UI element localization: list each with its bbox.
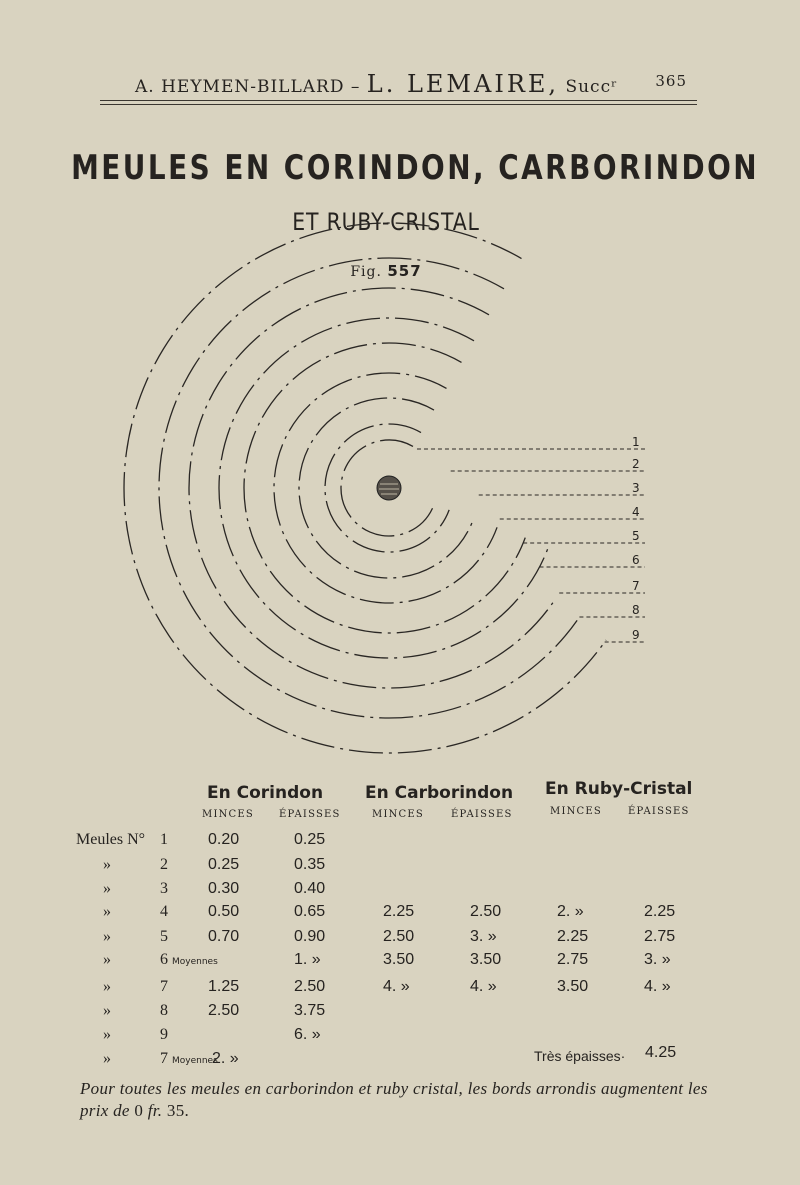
footnote-text: Pour toutes les meules en carborindon et ruby cristal, les bords arrondis augmentent les prix de: [80, 1079, 708, 1120]
row-ditto: »: [103, 880, 111, 897]
header-left: A. HEYMEN-BILLARD –: [135, 77, 361, 97]
table-cell-c-e: 3.75: [294, 1002, 326, 1019]
table-cell-k-m: 2.50: [383, 928, 415, 945]
table-cell-k-e: 2.50: [470, 903, 502, 920]
row-number: 3: [160, 880, 168, 897]
row-number: 5: [160, 928, 168, 945]
ring-label-5: 5: [632, 529, 640, 543]
table-cell-k-m: 4. »: [383, 978, 410, 995]
table-cell-c-m: 0.70: [208, 928, 240, 945]
row-ditto: »: [103, 856, 111, 873]
ring-label-7: 7: [632, 579, 640, 593]
table-cell-r-e: 3. »: [644, 951, 671, 968]
extra-label: Très épaisses·: [534, 1048, 626, 1064]
table-cell-r-e: 2.75: [644, 928, 676, 945]
table-cell-c-m: 0.50: [208, 903, 240, 920]
row-number: 7: [160, 978, 168, 995]
subhead-carborindon-minces: MINCES: [372, 809, 424, 820]
footnote-amount: 0: [134, 1101, 144, 1120]
table-cell-k-e: 3. »: [470, 928, 497, 945]
table-cell-c-e: 0.35: [294, 856, 326, 873]
table-cell-r-m: 2. »: [557, 903, 584, 920]
table-cell-c-e: 0.90: [294, 928, 326, 945]
subhead-corindon-epaisses: ÉPAISSES: [279, 809, 341, 820]
table-cell-c-e: 2.50: [294, 978, 326, 995]
table-cell-c-m: 1.25: [208, 978, 240, 995]
ring-label-2: 2: [632, 457, 640, 471]
subhead-corindon-minces: MINCES: [202, 809, 254, 820]
table-cell-c-m: 2. »: [212, 1050, 239, 1067]
row-number: 8: [160, 1002, 168, 1019]
row-ditto: »: [103, 928, 111, 945]
page-title: MEULES EN CORINDON, CARBORINDON: [71, 148, 760, 188]
table-cell-r-m: 2.75: [557, 951, 589, 968]
ring-label-1: 1: [632, 435, 640, 449]
row-ditto: »: [103, 903, 111, 920]
group-ruby-cristal: En Ruby-Cristal: [545, 779, 693, 799]
header-succ: Succʳ: [565, 77, 618, 97]
ring-label-3: 3: [632, 481, 640, 495]
table-cell-r-m: 2.25: [557, 928, 589, 945]
page-number: 365: [655, 72, 687, 90]
ring-label-8: 8: [632, 603, 640, 617]
wheel-ring-8: [159, 258, 577, 718]
row-ditto: »: [103, 1026, 111, 1043]
table-cell-k-e: 4. »: [470, 978, 497, 995]
row-number: 2: [160, 856, 168, 873]
group-corindon: En Corindon: [207, 783, 324, 803]
figure-prefix: Fig.: [350, 264, 382, 280]
row-ditto: »: [103, 978, 111, 995]
figure-number: 557: [387, 262, 422, 280]
row-number: 4: [160, 903, 168, 920]
row-ditto: »: [103, 1002, 111, 1019]
group-carborindon: En Carborindon: [365, 783, 514, 803]
ring-label-9: 9: [632, 628, 640, 642]
footnote-unit: fr.: [147, 1101, 163, 1120]
table-cell-r-m: 3.50: [557, 978, 589, 995]
table-cell-c-m: 0.30: [208, 880, 240, 897]
page-subtitle: ET RUBY-CRISTAL: [292, 208, 480, 236]
table-cell-c-m: 0.25: [208, 856, 240, 873]
table-cell-k-m: 3.50: [383, 951, 415, 968]
table-cell-r-e: 4. »: [644, 978, 671, 995]
table-cell-c-m: 2.50: [208, 1002, 240, 1019]
row-tag: Moyennes: [172, 1056, 218, 1066]
center-hub: [377, 476, 401, 500]
footnote-cents: 35.: [166, 1101, 190, 1120]
table-cell-k-m: 2.25: [383, 903, 415, 920]
row-number: 1: [160, 831, 168, 848]
extra-value: 4.25: [645, 1044, 677, 1061]
row-number: 7: [160, 1050, 168, 1067]
table-cell-c-e: 1. »: [294, 951, 321, 968]
table-cell-c-e: 0.65: [294, 903, 326, 920]
table-cell-k-e: 3.50: [470, 951, 502, 968]
ring-label-4: 4: [632, 505, 640, 519]
wheel-ring-9: [124, 223, 606, 753]
row-tag: Moyennes: [172, 957, 218, 967]
table-cell-c-e: 6. »: [294, 1026, 321, 1043]
subhead-ruby-minces: MINCES: [550, 806, 602, 817]
header-brand: L. LEMAIRE,: [366, 70, 560, 98]
row-number: 9: [160, 1026, 168, 1043]
subhead-ruby-epaisses: ÉPAISSES: [628, 806, 690, 817]
footnote: [80, 1078, 720, 1122]
row-ditto: »: [103, 951, 111, 968]
table-cell-c-e: 0.40: [294, 880, 326, 897]
table-cell-c-m: 0.20: [208, 831, 240, 848]
table-cell-c-e: 0.25: [294, 831, 326, 848]
table-cell-r-e: 2.25: [644, 903, 676, 920]
subhead-carborindon-epaisses: ÉPAISSES: [451, 809, 513, 820]
row-ditto: »: [103, 1050, 111, 1067]
ring-label-6: 6: [632, 553, 640, 567]
row-prefix: Meules N°: [76, 831, 146, 848]
row-number: 6: [160, 951, 168, 968]
